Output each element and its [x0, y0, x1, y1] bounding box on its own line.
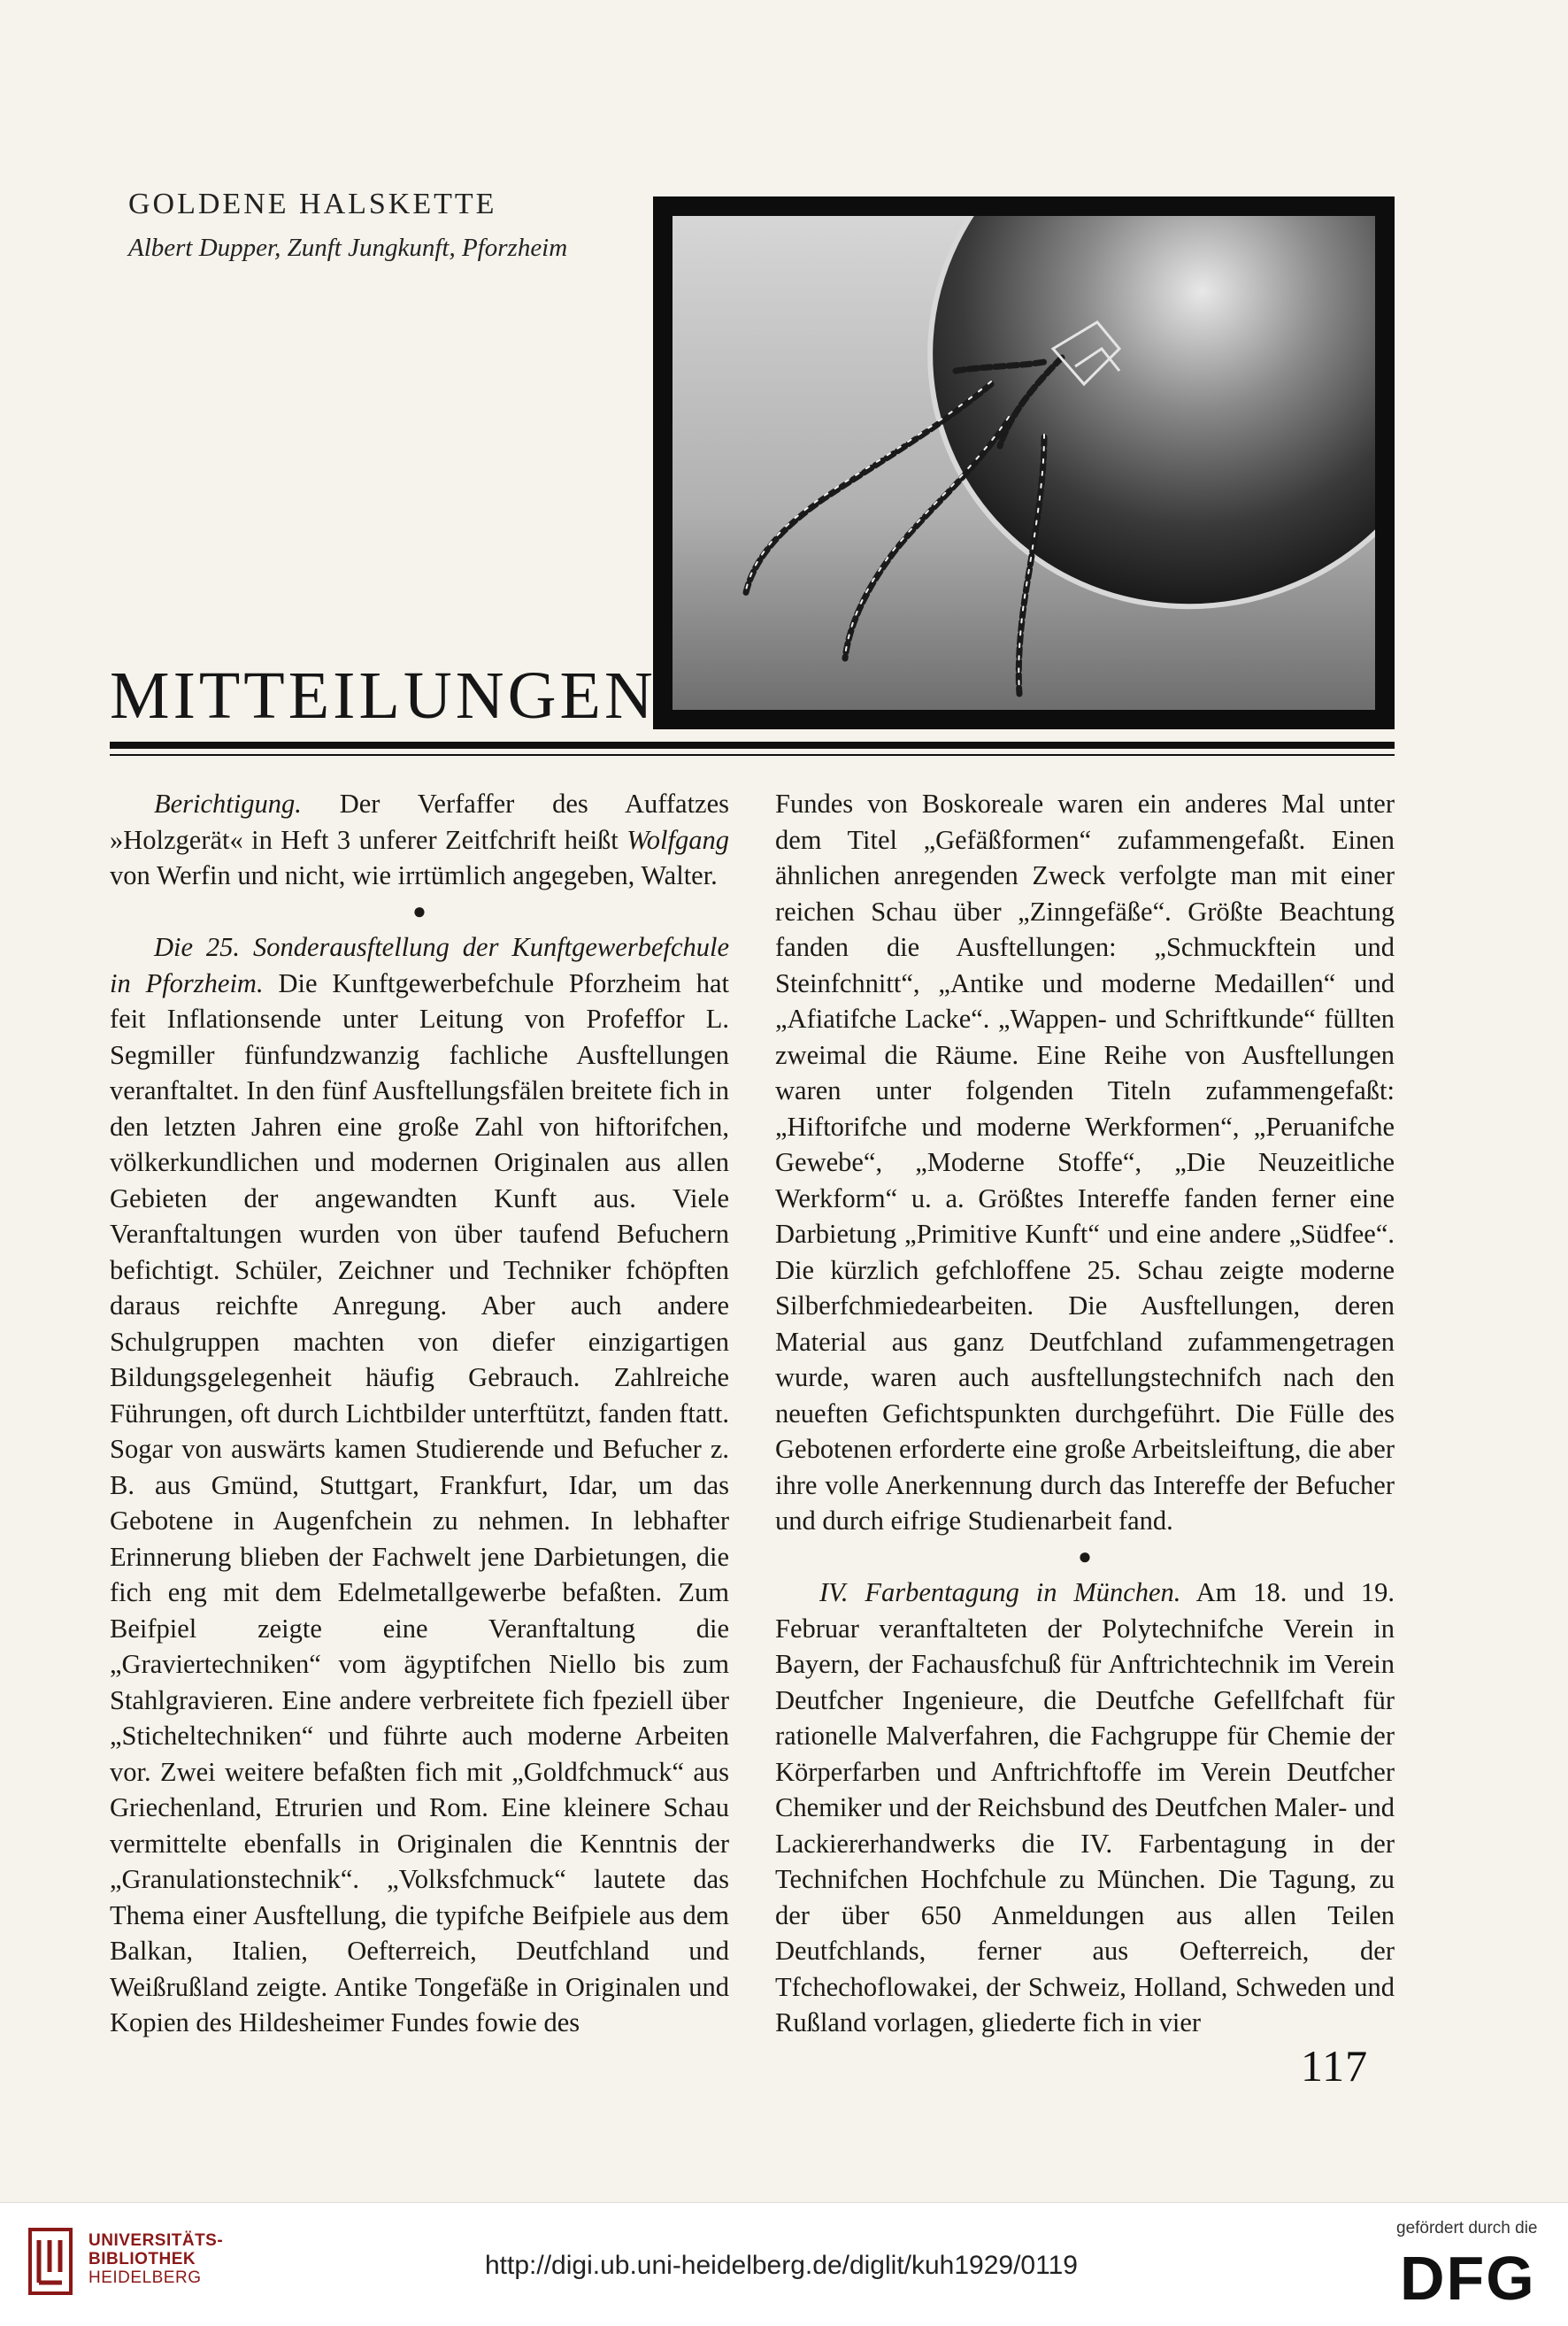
library-name-line1: UNIVERSITÄTS-: [88, 2231, 224, 2250]
library-name-line3: HEIDELBERG: [88, 2268, 202, 2287]
exhibition-paragraph: [110, 929, 729, 2041]
necklace-photo: [673, 216, 1375, 710]
photo-caption-subtitle: Albert Dupper, Zunft Jungkunft, Pforzheim: [128, 234, 568, 262]
section-heading: MITTEILUNGEN: [110, 659, 657, 733]
continued-paragraph: Fundes von Boskoreale waren ein anderes Mal unter dem Titel „Gefäßformen“ zufammengefaßt. Einen ähnlichen anregenden Zweck verfolgte man mit einer reichen Schau über „Zinngefäße“. Größte Beachtung fanden die Ausftellungen: „Schmuckftein und Steinfchnitt“, „Antike und moderne Medaillen“ und „Afiatifche Lacke“. „Wappen- und Schriftkunde“ füllten zweimal die Räume. Eine Reihe von Ausftellungen waren unter folgenden Titeln zufammengefaßt: „Hiftorifche und moderne Werkformen“, „Peruanifche Gewebe“, „Moderne Stoffe“, „Die Neuzeitliche Werkform“ u. a. Größtes Intereffe fanden ferner eine Darbietung „Primitive Kunft“ und eine andere „Südfee“. Die kürzlich gefchloffene 25. Schau zeigte moderne Silberfchmiedearbeiten. Die Ausftellungen, deren Material aus ganz Deutfchland zufammengetragen wurde, waren auch ausftellungstechnifch nach den neueften Gefichtspunkten durchgeführt. Die Fülle des Gebotenen erforderte eine große Arbeitsleiftung, die aber ihre volle Anerkennung durch das Intereffe der Befucher und durch eifrige Studienarbeit fand.: [775, 789, 1395, 1536]
heading-rule-thick: [110, 742, 1395, 749]
library-name: [88, 2231, 223, 2287]
dfg-logo: DFG: [1400, 2244, 1536, 2313]
heading-rule-thin: [110, 754, 1395, 756]
right-column: [775, 786, 1395, 2041]
funding-label: gefördert durch die: [1396, 2219, 1538, 2237]
correction-text: Der Verfaffer des Auffatzes »Holzgerät« in Heft 3 unferer Zeitfchrift heißt: [110, 789, 729, 855]
color-conference-paragraph: [775, 1575, 1395, 2041]
exhibition-text: Die Kunftgewerbefchule Pforzheim hat feit Inflationsende unter Leitung von Profeffor L. Segmiller fünfundzwanzig fachliche Ausftellungen veranftaltet. In den fünf Ausftellungsfälen breitete fich in den letzten Jahren eine große Zahl von hiftorifchen, völkerkundlichen und modernen Originalen aus allen Gebieten der angewandten Kunft aus. Viele Veranftaltungen wurden von über taufend Befuchern befichtigt. Schüler, Zeichner und Techniker fchöpften daraus reichfte Anregung. Aber auch andere Schulgruppen machten von diefer einzigartigen Bildungsgelegenheit häufig Gebrauch. Zahlreiche Führungen, oft durch Lichtbilder unterftützt, fanden ftatt. Sogar von auswärts kamen Studierende und Befucher z. B. aus Gmünd, Stuttgart, Frankfurt, Idar, um das Gebotene in Augenfchein zu nehmen. In lebhafter Erinnerung blieben der Fachwelt jene Darbietungen, die fich eng mit dem Edelmetallgewerbe befaßten. Zum Beifpiel zeigte eine Veranftaltung die „Graviertechniken“ vom ägyptifchen Niello bis zum Stahlgravieren. Eine andere verbreitete fich fpeziell über „Sticheltechniken“ und führte auch moderne Arbeiten vor. Zwei weitere befaßten fich mit „Goldfchmuck“ aus Griechenland, Etrurien und Rom. Eine kleinere Schau vermittelte ebenfalls in Originalen die Kenntnis der „Granulationstechnik“. „Volksfchmuck“ lautete das Thema einer Ausftellung, die typifche Beifpiele aus dem Balkan, Italien, Oefterreich, Deutfchland und Weißrußland zeigte. Antike Tongefäße in Originalen und Kopien des Hildesheimer Fundes fowie des: [110, 967, 729, 2037]
correction-label: Berichtigung.: [154, 789, 302, 819]
correction-text-end: von Werfin und nicht, wie irrtümlich angegeben, Walter.: [110, 860, 718, 890]
correction-name: Wolfgang: [626, 824, 729, 855]
digitization-footer: [0, 2202, 1568, 2326]
left-column: [110, 786, 729, 2041]
correction-paragraph: [110, 786, 729, 894]
library-name-line2: BIBLIOTHEK: [88, 2250, 196, 2268]
photo-caption-title: GOLDENE HALSKETTE: [128, 188, 497, 220]
bullet-icon: ●: [1078, 1543, 1092, 1569]
page-number: 117: [1301, 2041, 1369, 2091]
color-conference-title: IV. Farbentagung in München.: [819, 1577, 1181, 1607]
photo-frame: [653, 196, 1395, 729]
exhibition-title: Die 25. Sonderausftellung der Kunftgewerbefchule in Pforzheim.: [110, 932, 729, 998]
necklace-photo-illustration: [673, 216, 1375, 710]
ub-heidelberg-logo-icon: [28, 2228, 73, 2295]
color-conference-text: Am 18. und 19. Februar veranftalteten der Polytechnifche Verein in Bayern, der Fachausfchuß für Anftrichtechnik im Verein Deutfcher Ingenieure, die Deutfche Gefellfchaft für rationelle Malverfahren, die Fachgruppe für Chemie der Körperfarben und Anftrichftoffe im Verein Deutfcher Chemiker und der Reichsbund des Deutfchen Maler- und Lackiererhandwerks die IV. Farbentagung in der Technifchen Hochfchule zu München. Die Tagung, zu der über 650 Anmeldungen aus allen Teilen Deutfchlands, ferner aus Oefterreich, der Tfchechoflowakei, der Schweiz, Holland, Schweden und Rußland vorlagen, gliederte fich in vier: [775, 1577, 1395, 2037]
bullet-icon: ●: [412, 897, 427, 924]
source-url-link[interactable]: http://digi.ub.uni-heidelberg.de/diglit/kuh1929/0119: [485, 2251, 1078, 2280]
